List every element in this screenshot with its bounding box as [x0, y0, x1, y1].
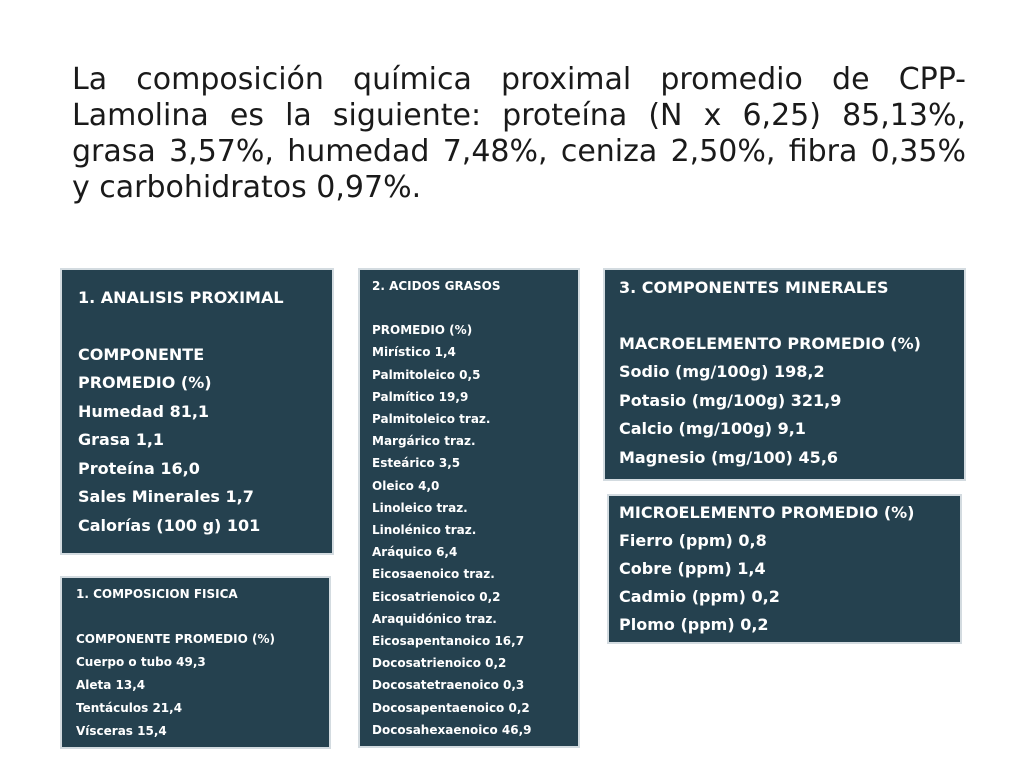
- panel-title: 2. ACIDOS GRASOS: [372, 279, 501, 293]
- panel-subheader: PROMEDIO (%): [372, 323, 473, 338]
- list-item: Cadmio (ppm) 0,2: [619, 587, 780, 606]
- composicion-fisica-panel: [60, 576, 331, 749]
- list-item: Mirístico 1,4: [372, 345, 456, 360]
- list-item: Eicosapentanoico 16,7: [372, 634, 525, 649]
- panel-subheader: MACROELEMENTO PROMEDIO (%): [619, 333, 921, 353]
- panel-title: 1. COMPOSICION FISICA: [76, 587, 238, 601]
- panel-subheader: MICROELEMENTO PROMEDIO (%): [619, 503, 915, 522]
- list-item: Potasio (mg/100g) 321,9: [619, 390, 842, 410]
- list-item: Docosatetraenoico 0,3: [372, 678, 525, 693]
- list-item: Araquidónico traz.: [372, 611, 497, 626]
- list-item: Palmítico 19,9: [372, 389, 469, 404]
- list-item: Eicosaenoico traz.: [372, 567, 495, 582]
- list-item: Oleico 4,0: [372, 478, 440, 493]
- list-item: Cuerpo o tubo 49,3: [76, 655, 206, 669]
- panel-title: 3. COMPONENTES MINERALES: [619, 278, 889, 297]
- list-item: Docosahexaenoico 46,9: [372, 722, 532, 737]
- componentes-minerales-panel: [603, 268, 966, 481]
- list-item: Calorías (100 g) 101: [78, 515, 261, 535]
- analisis-proximal-panel: [60, 268, 334, 555]
- list-item: Proteína 16,0: [78, 458, 200, 478]
- microelementos-panel: [607, 494, 962, 644]
- list-item: Sodio (mg/100g) 198,2: [619, 362, 825, 381]
- list-item: Palmitoleico 0,5: [372, 367, 481, 382]
- list-item: PROMEDIO (%): [78, 373, 212, 392]
- acidos-grasos-panel: [358, 268, 580, 748]
- list-item: Margárico traz.: [372, 434, 476, 449]
- list-item: Vísceras 15,4: [76, 724, 167, 738]
- panel-subheader: COMPONENTE PROMEDIO (%): [76, 632, 275, 646]
- list-item: Plomo (ppm) 0,2: [619, 615, 769, 634]
- list-item: Magnesio (mg/100) 45,6: [619, 447, 839, 467]
- list-item: Esteárico 3,5: [372, 456, 461, 471]
- list-item: Aráquico 6,4: [372, 545, 458, 560]
- panel-subheader: COMPONENTE: [78, 344, 205, 364]
- list-item: Docosatrienoico 0,2: [372, 656, 507, 671]
- list-item: Eicosatrienoico 0,2: [372, 589, 501, 604]
- list-item: Linolénico traz.: [372, 523, 477, 538]
- list-item: Grasa 1,1: [78, 430, 165, 449]
- list-item: Humedad 81,1: [78, 401, 210, 421]
- list-item: Sales Minerales 1,7: [78, 487, 254, 506]
- list-item: Cobre (ppm) 1,4: [619, 559, 766, 578]
- list-item: Fierro (ppm) 0,8: [619, 531, 767, 550]
- list-item: Docosapentaenoico 0,2: [372, 700, 530, 715]
- intro-paragraph: La composición química proximal promedio de CPP-Lamolina es la siguiente: proteína (N x 6,25) 85,13%, grasa 3,57%, humedad 7,48%, ceniza 2,50%, fibra 0,35% y carbohidratos 0,97%.: [72, 62, 966, 205]
- list-item: Aleta 13,4: [76, 678, 146, 692]
- list-item: Calcio (mg/100g) 9,1: [619, 419, 806, 438]
- panel-title: 1. ANALISIS PROXIMAL: [78, 288, 284, 307]
- list-item: Palmitoleico traz.: [372, 412, 491, 427]
- list-item: Linoleico traz.: [372, 500, 468, 515]
- list-item: Tentáculos 21,4: [76, 701, 183, 715]
